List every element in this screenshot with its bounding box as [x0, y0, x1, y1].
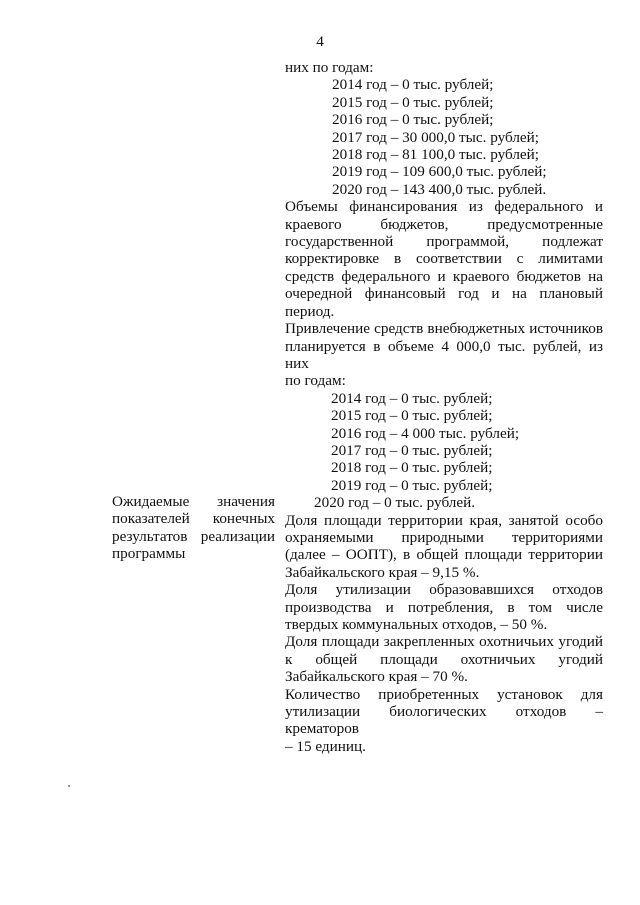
year-amount: 2018 год – 81 100,0 тыс. рублей;: [332, 146, 540, 164]
page-number: 4: [316, 33, 324, 50]
year-amount: 2019 год – 109 600,0 тыс. рублей;: [332, 163, 547, 181]
financing-by-years-intro: них по годам:: [285, 59, 374, 76]
paragraph-line: период.: [285, 302, 335, 320]
paragraph-line: очередной финансовый год и на плановый: [285, 285, 603, 303]
paragraph-line: Объемы финансирования из федерального и: [285, 198, 603, 216]
year-amount: 2015 год – 0 тыс. рублей;: [332, 93, 494, 111]
year-amount: 2018 год – 0 тыс. рублей;: [331, 459, 493, 477]
year-amount: 2016 год – 4 000 тыс. рублей;: [331, 424, 520, 442]
paragraph-line: охраняемыми природными территориями: [285, 528, 603, 546]
label-line: показателей конечных: [112, 510, 275, 528]
paragraph-line: по годам:: [285, 372, 346, 390]
indicator-hunting-grounds: [285, 633, 603, 685]
paragraph-line: средств федерального и краевого бюджетов на: [285, 267, 603, 285]
financing-tail: [285, 59, 603, 198]
expected-results-label: [112, 493, 275, 563]
paragraph-line: к общей площади охотничьих угодий: [285, 650, 603, 668]
indicator-protected-areas: [285, 512, 603, 582]
paragraph-line: Забайкальского края – 9,15 %.: [285, 563, 480, 581]
paragraph-line: Привлечение средств внебюджетных источников: [285, 320, 603, 338]
indicator-crematoria: [285, 686, 603, 756]
year-amount: 2014 год – 0 тыс. рублей;: [332, 76, 494, 94]
paragraph-line: утилизации биологических отходов – крематоров: [285, 703, 603, 738]
year-amount: 2020 год – 0 тыс. рублей.: [314, 494, 476, 512]
paragraph-line: Доля площади территории края, занятой особо: [285, 511, 603, 529]
paragraph-line: планируется в объеме 4 000,0 тыс. рублей, из них: [285, 337, 603, 372]
year-amount: 2014 год – 0 тыс. рублей;: [331, 389, 493, 407]
paragraph-line: корректировке в соответствии с лимитами: [285, 250, 603, 268]
label-line: Ожидаемые значения: [112, 493, 275, 510]
scan-speck: [68, 785, 70, 787]
year-amount: 2016 год – 0 тыс. рублей;: [332, 111, 494, 129]
year-amount: 2019 год – 0 тыс. рублей;: [331, 476, 493, 494]
year-amount: 2015 год – 0 тыс. рублей;: [331, 407, 493, 425]
paragraph-line: Количество приобретенных установок для: [285, 685, 603, 703]
budget-correction-note: [285, 198, 603, 320]
year-amount: 2017 год – 0 тыс. рублей;: [331, 441, 493, 459]
paragraph-line: Доля утилизации образовавшихся отходов: [285, 581, 603, 599]
expected-results-indicators: [285, 512, 603, 756]
paragraph-line: – 15 единиц.: [285, 737, 366, 755]
paragraph-line: Забайкальского края – 70 %.: [285, 668, 468, 686]
paragraph-line: краевого бюджетов, предусмотренные: [285, 215, 603, 233]
label-line: программы: [112, 545, 186, 563]
year-amount: 2017 год – 30 000,0 тыс. рублей;: [332, 128, 540, 146]
indicator-waste-utilization: [285, 581, 603, 633]
offbudget-funding: [285, 320, 603, 511]
paragraph-line: твердых коммунальных отходов, – 50 %.: [285, 616, 548, 633]
paragraph-line: государственной программой, подлежат: [285, 233, 603, 251]
passport-values-column: [285, 59, 603, 755]
paragraph-line: (далее – ООПТ), в общей площади территории: [285, 546, 603, 564]
paragraph-line: Доля площади закрепленных охотничьих угодий: [285, 633, 603, 651]
paragraph-line: производства и потребления, в том числе: [285, 598, 603, 616]
label-line: результатов реализации: [112, 527, 275, 545]
year-amount: 2020 год – 143 400,0 тыс. рублей.: [332, 180, 547, 198]
